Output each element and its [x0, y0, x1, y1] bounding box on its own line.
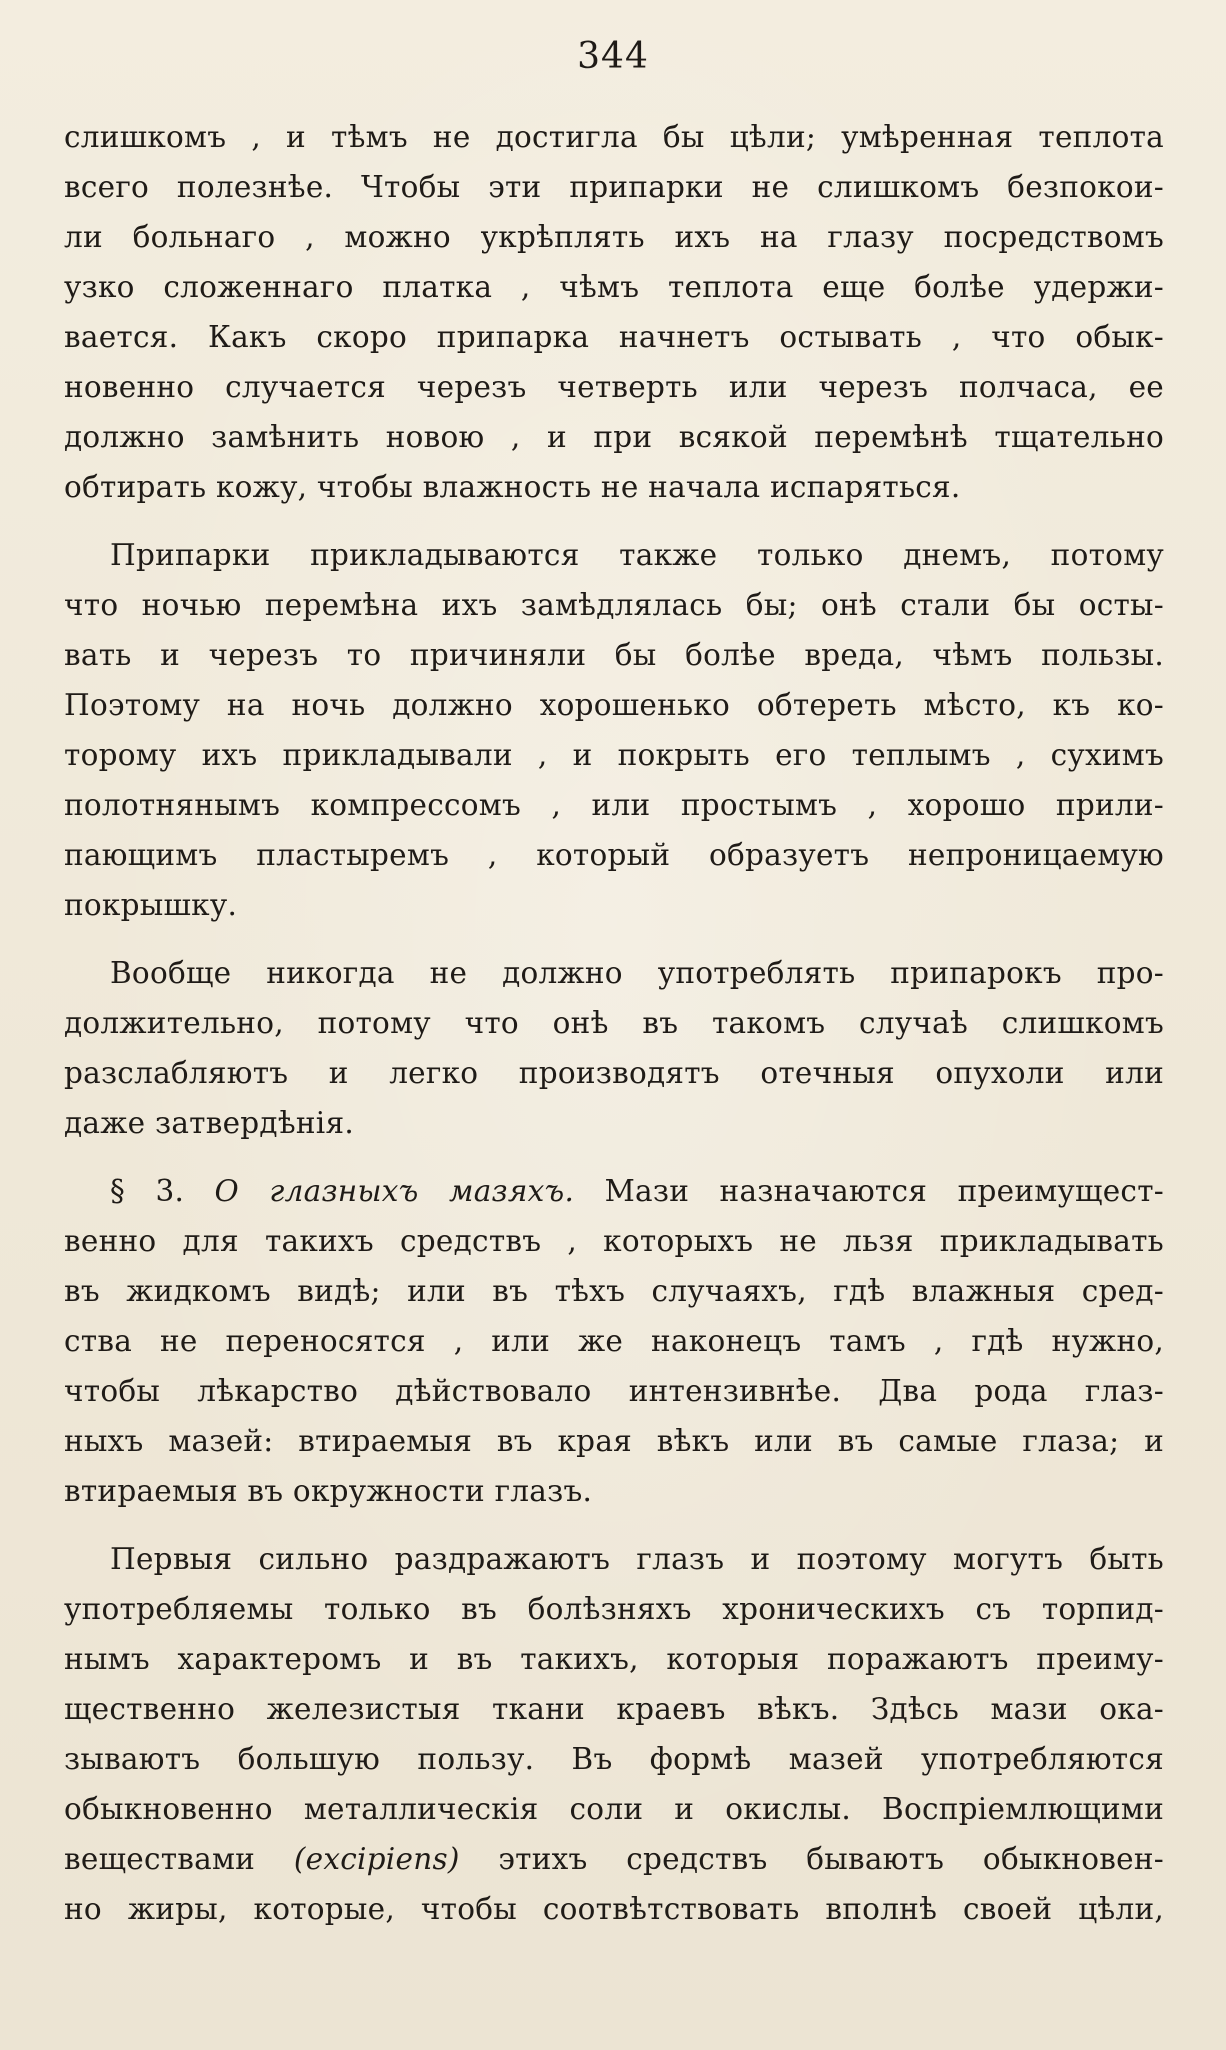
paragraph-5	[64, 1534, 1164, 1934]
text-line: должительно, потому что онѣ въ такомъ случаѣ слишкомъ	[64, 1006, 1164, 1040]
text-line: разслабляютъ и легко производятъ отечныя опухоли или	[64, 1056, 1164, 1090]
page-number: 344	[577, 36, 649, 77]
text-line: но жиры, которые, чтобы соотвѣтствовать вполнѣ своей цѣли,	[64, 1892, 1164, 1926]
text-line: всего полезнѣе. Чтобы эти припарки не слишкомъ безпокои-	[64, 170, 1164, 204]
text-line: Поэтому на ночь должно хорошенько обтереть мѣсто, къ ко-	[64, 688, 1164, 722]
body-text	[64, 112, 1164, 1952]
text-line: въ жидкомъ видѣ; или въ тѣхъ случаяхъ, гдѣ влажныя сред-	[64, 1274, 1164, 1308]
text-line: новенно случается черезъ четверть или черезъ полчаса, ее	[64, 370, 1164, 404]
text-line: обыкновенно металлическія соли и окислы. Воспріемлющими	[64, 1792, 1164, 1826]
text-line: Припарки прикладываются также только днемъ, потому	[110, 538, 1164, 572]
text-line: вать и черезъ то причиняли бы болѣе вреда, чѣмъ пользы.	[64, 638, 1164, 672]
section-line-rest: Мази назначаются преимущест-	[604, 1174, 1164, 1208]
section-title: О глазныхъ мазяхъ.	[214, 1174, 575, 1208]
text-line: Первыя сильно раздражаютъ глазъ и поэтому могутъ быть	[110, 1542, 1164, 1576]
text-line: чтобы лѣкарство дѣйствовало интензивнѣе. Два рода глаз-	[64, 1374, 1164, 1408]
text-line: венно для такихъ средствъ , которыхъ не льзя прикладывать	[64, 1224, 1164, 1258]
paragraph-2	[64, 530, 1164, 930]
text-line: втираемыя въ окружности глазъ.	[64, 1474, 593, 1508]
section-heading-line	[64, 1166, 1164, 1216]
text-line: зываютъ большую пользу. Въ формѣ мазей употребляются	[64, 1742, 1164, 1776]
excipiens-term: (excipiens)	[293, 1842, 460, 1876]
text-line: слишкомъ , и тѣмъ не достигла бы цѣли; умѣренная теплота	[64, 120, 1164, 154]
text-line: ства не переносятся , или же наконецъ тамъ , гдѣ нужно,	[64, 1324, 1164, 1358]
text-line: обтирать кожу, чтобы влажность не начала испаряться.	[64, 470, 961, 504]
excipiens-after: этихъ средствъ бываютъ обыкновен-	[498, 1842, 1164, 1876]
text-line: вается. Какъ скоро припарка начнетъ остывать , что обык-	[64, 320, 1164, 354]
excipiens-before: веществами	[64, 1842, 256, 1876]
text-line: щественно железистыя ткани краевъ вѣкъ. Здѣсь мази ока-	[64, 1692, 1164, 1726]
text-line: ли больнаго , можно укрѣплять ихъ на глазу посредствомъ	[64, 220, 1164, 254]
text-line: даже затвердѣнія.	[64, 1106, 354, 1140]
text-line: полотнянымъ компрессомъ , или простымъ , хорошо прили-	[64, 788, 1164, 822]
section-3-paragraph	[64, 1166, 1164, 1516]
paragraph-3	[64, 948, 1164, 1148]
text-line: пающимъ пластыремъ , который образуетъ непроницаемую	[64, 838, 1164, 872]
text-line: узко сложеннаго платка , чѣмъ теплота еще болѣе удержи-	[64, 270, 1164, 304]
paragraph-1	[64, 112, 1164, 512]
text-line: что ночью перемѣна ихъ замѣдлялась бы; онѣ стали бы осты-	[64, 588, 1164, 622]
text-line: торому ихъ прикладывали , и покрыть его теплымъ , сухимъ	[64, 738, 1164, 772]
section-mark: § 3.	[110, 1174, 185, 1208]
excipiens-line	[64, 1834, 1164, 1884]
text-line: должно замѣнить новою , и при всякой перемѣнѣ тщательно	[64, 420, 1164, 454]
text-line: нымъ характеромъ и въ такихъ, которыя поражаютъ преиму-	[64, 1642, 1164, 1676]
text-line: употребляемы только въ болѣзняхъ хроническихъ съ торпид-	[64, 1592, 1164, 1626]
text-line: покрышку.	[64, 888, 238, 922]
text-line: ныхъ мазей: втираемыя въ края вѣкъ или въ самые глаза; и	[64, 1424, 1164, 1458]
text-line: Вообще никогда не должно употреблять припарокъ про-	[110, 956, 1164, 990]
